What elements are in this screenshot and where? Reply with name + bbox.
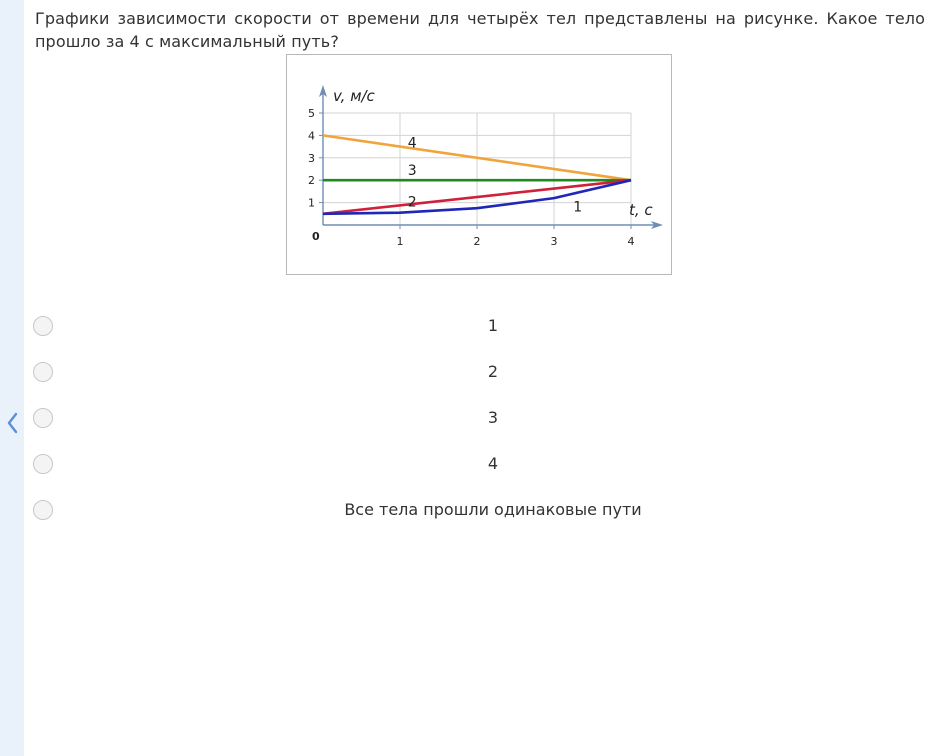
answer-option-2[interactable] xyxy=(33,361,913,387)
answer-option-4[interactable] xyxy=(33,453,913,479)
answer-label: 3 xyxy=(487,408,499,427)
answer-option-5[interactable] xyxy=(33,499,913,525)
question-text: Графики зависимости скорости от времени для четырёх тел представлены на рисунке. Какое тело прошло за 4 с максимальный путь? xyxy=(35,9,925,51)
y-axis-label: v, м/с xyxy=(333,87,375,105)
series-label-1: 1 xyxy=(573,199,583,216)
y-tick-label: 1 xyxy=(308,196,315,210)
answer-label: 4 xyxy=(487,454,499,473)
x-axis-label: t, с xyxy=(629,201,653,219)
radio-button[interactable] xyxy=(33,454,53,474)
series-label-3: 3 xyxy=(407,163,417,180)
x-tick-label: 2 xyxy=(473,235,481,248)
answer-label: 2 xyxy=(487,362,499,381)
series-label-4: 4 xyxy=(407,135,417,152)
velocity-time-graph xyxy=(286,54,672,275)
radio-button[interactable] xyxy=(33,362,53,382)
y-tick-label: 5 xyxy=(308,107,315,120)
answer-label: 1 xyxy=(487,316,499,335)
y-tick-label: 3 xyxy=(308,151,315,165)
x-tick-label: 3 xyxy=(550,235,558,248)
x-tick-label: 4 xyxy=(627,235,635,248)
radio-button[interactable] xyxy=(33,500,53,520)
radio-button[interactable] xyxy=(33,408,53,428)
x-tick-label: 1 xyxy=(396,235,404,248)
y-tick-label: 2 xyxy=(308,174,315,188)
radio-button[interactable] xyxy=(33,316,53,336)
chart-svg xyxy=(287,55,671,274)
answer-label: Все тела прошли одинаковые пути xyxy=(344,500,642,519)
side-strip xyxy=(0,0,24,756)
chevron-left-icon[interactable] xyxy=(4,411,20,435)
answer-option-1[interactable] xyxy=(33,315,913,341)
series-label-2: 2 xyxy=(407,194,417,211)
origin-label: 0 xyxy=(312,230,320,243)
answer-option-3[interactable] xyxy=(33,407,913,433)
y-tick-label: 4 xyxy=(308,129,315,143)
